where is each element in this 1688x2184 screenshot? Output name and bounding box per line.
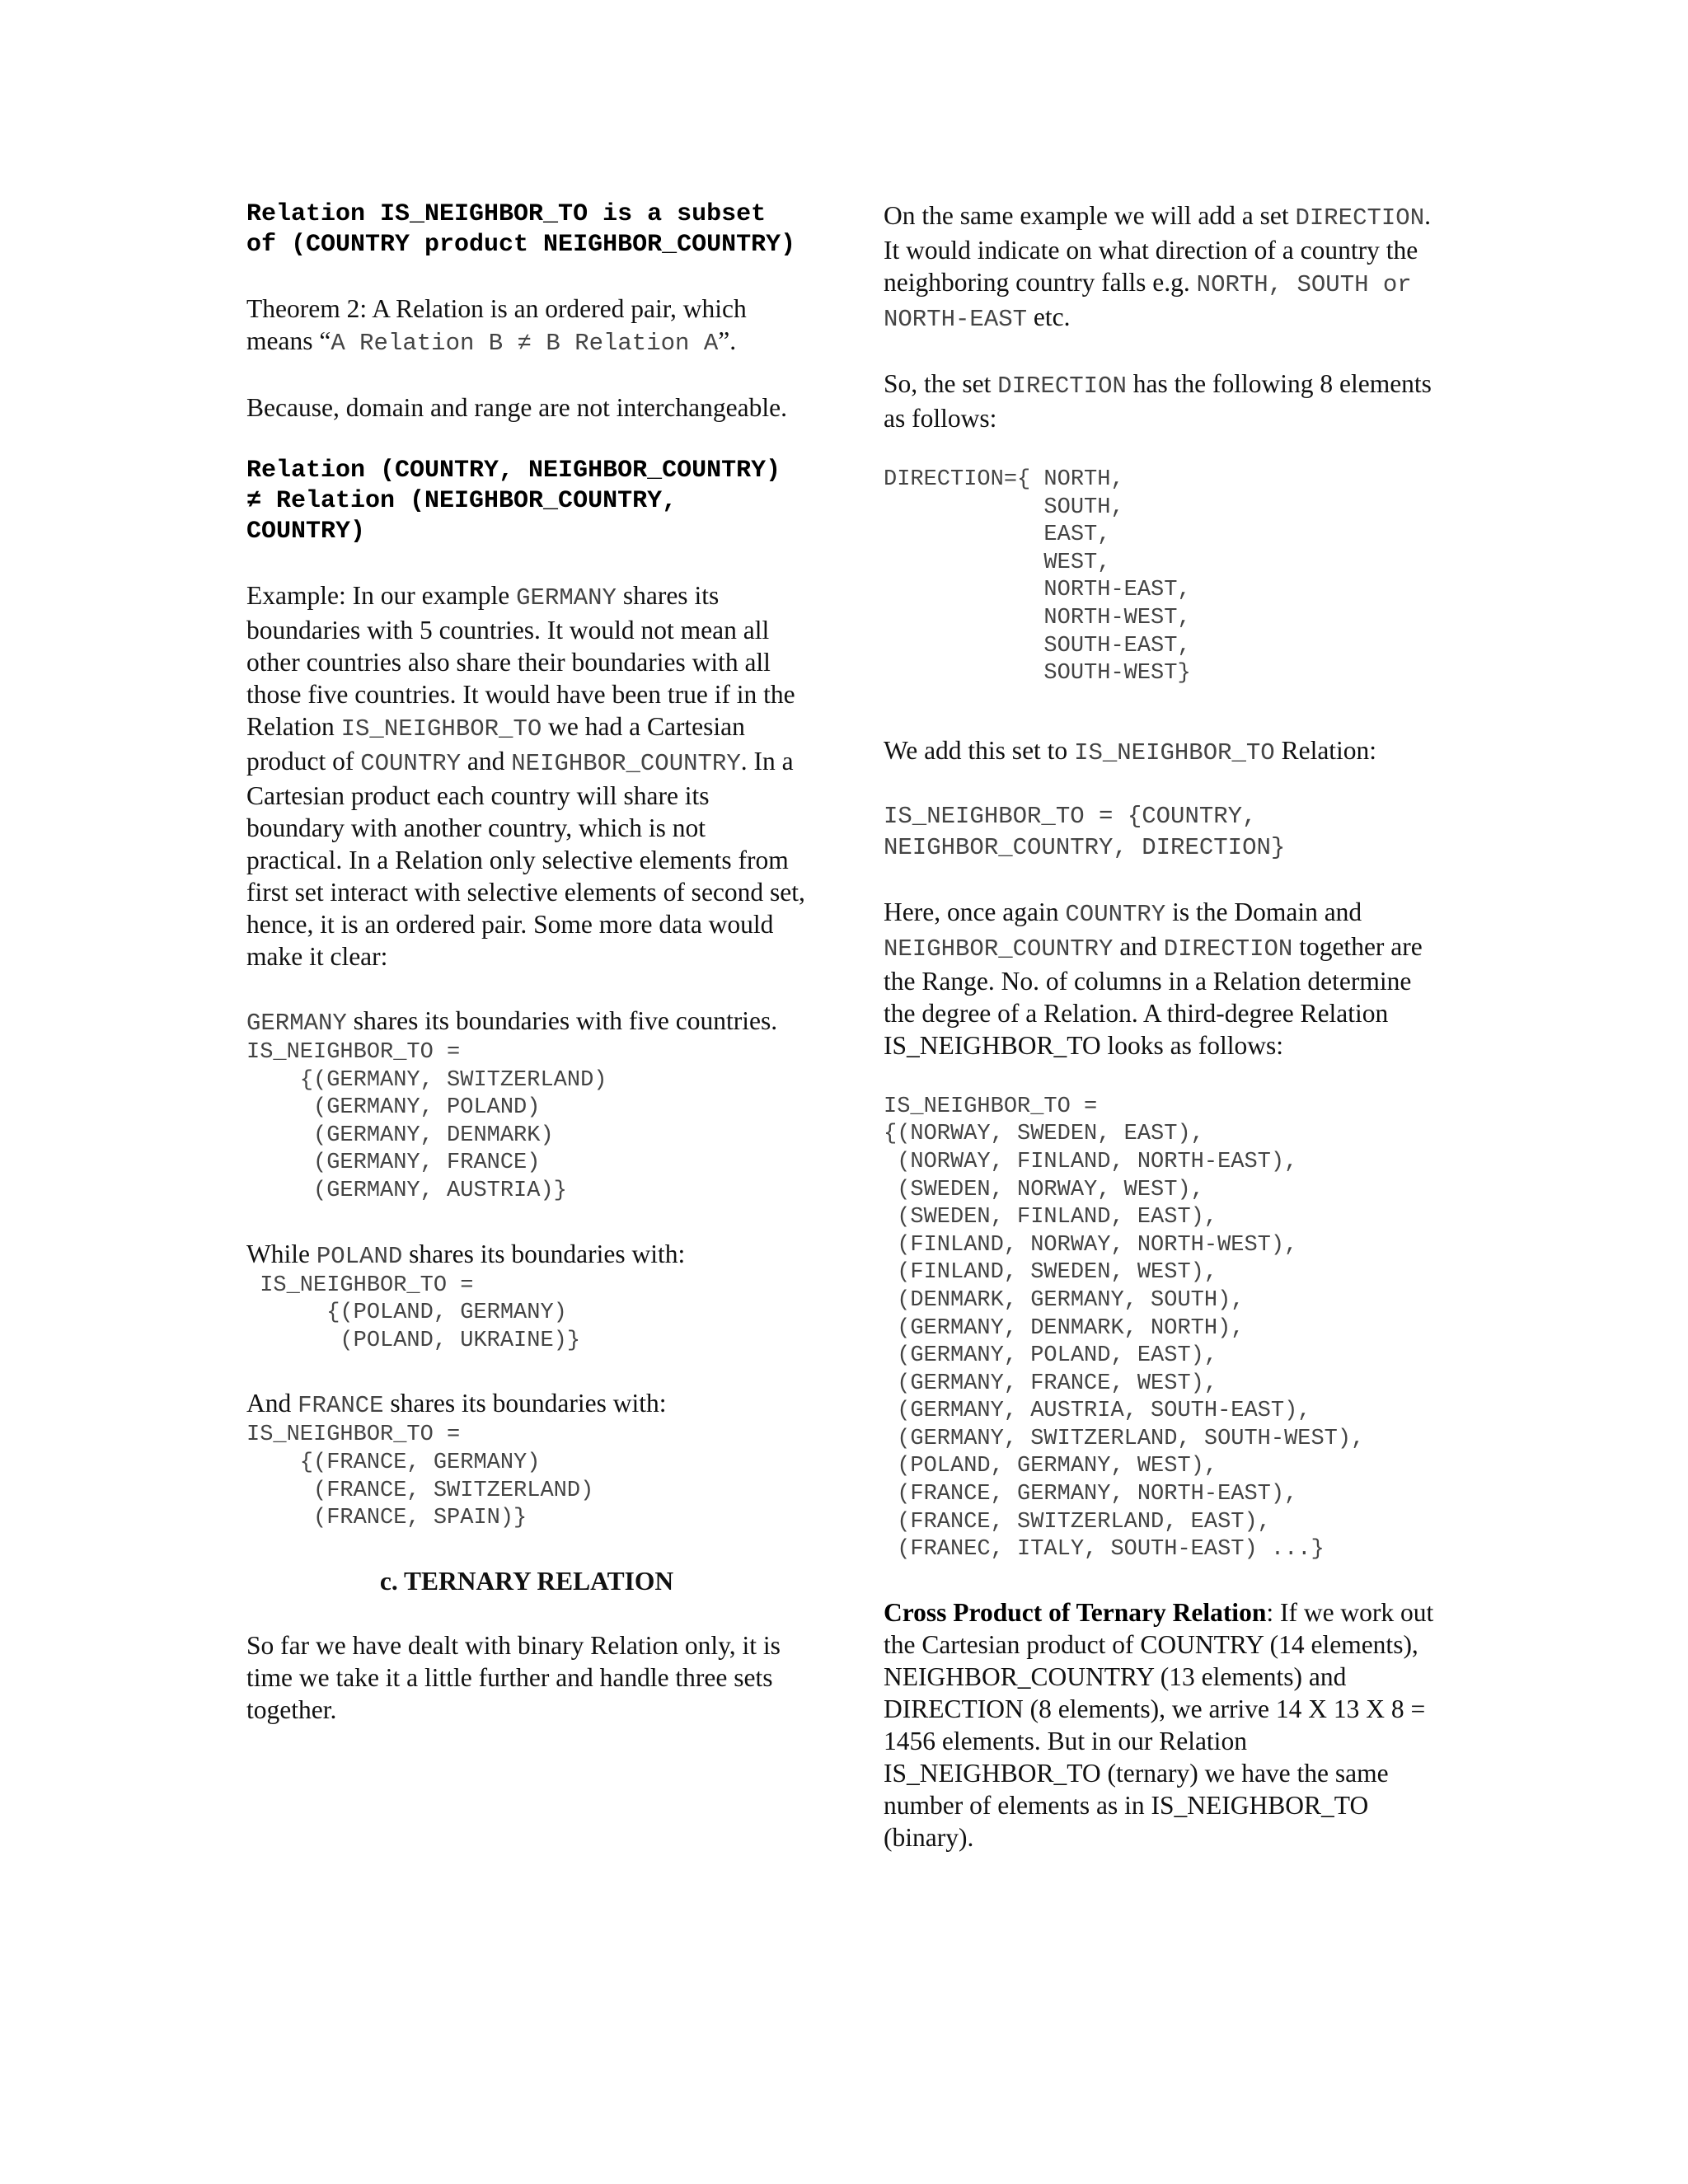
intro-code-examples: NORTH, SOUTH or NORTH-EAST [884, 271, 1412, 333]
france-paragraph [246, 1387, 807, 1422]
here-code-neighbor: NEIGHBOR_COUNTRY [884, 935, 1114, 963]
germany-code: GERMANY [246, 1010, 347, 1037]
add-set-text-1: We add this set to [884, 735, 1075, 765]
germany-paragraph [246, 1005, 807, 1039]
here-text-2: is the Domain and [1165, 897, 1362, 926]
because-paragraph: Because, domain and range are not interchangeable. [246, 393, 787, 422]
theorem-tail: ”. [718, 326, 737, 355]
theorem-lead: Theorem 2: A Relation is an ordered pair, which means “ [246, 294, 747, 355]
intro-text-2: . It would indicate on what direction of a country the neighboring country falls e.g. [884, 201, 1431, 297]
germany-text: shares its boundaries with five countries. [346, 1006, 778, 1035]
heading-not-equal: Relation (COUNTRY, NEIGHBOR_COUNTRY) ≠ Relation (NEIGHBOR_COUNTRY, COUNTRY) [246, 457, 781, 546]
example-text-5: . In a Cartesian product each country will share its boundary with another country, which is not practical. In a Relation only selective elements from first set interact with selective elements of second set, hence, it is an ordered pair. Some more data would make it clear: [246, 747, 805, 971]
here-code-direction: DIRECTION [1163, 935, 1293, 963]
poland-code: POLAND [316, 1242, 403, 1270]
example-text-3: we had a Cartesian product of [246, 712, 745, 776]
france-code-block: IS_NEIGHBOR_TO = {(FRANCE, GERMANY) (FRANCE, SWITZERLAND) (FRANCE, SPAIN)} [246, 1422, 594, 1531]
theorem-code: A Relation B ≠ B Relation A [331, 330, 719, 357]
germany-code-block: IS_NEIGHBOR_TO = {(GERMANY, SWITZERLAND) (GERMANY, POLAND) (GERMANY, DENMARK) (GERMANY, FRANCE) (GERMANY, AUSTRIA)} [246, 1040, 607, 1203]
poland-code-block: IS_NEIGHBOR_TO = {(POLAND, GERMANY) (POLAND, UKRAINE)} [260, 1272, 581, 1353]
here-text-1: Here, once again [884, 897, 1066, 926]
intro-text-3: etc. [1027, 302, 1071, 331]
example-code-germany: GERMANY [516, 584, 617, 612]
here-code-country: COUNTRY [1065, 900, 1166, 928]
example-text-2: shares its boundaries with 5 countries. It would not mean all other countries also share their boundaries with all those five countries. It would have been true if in the Relation [246, 581, 795, 741]
add-set-paragraph [884, 734, 1444, 769]
example-text-4: and [461, 747, 512, 776]
france-code: FRANCE [298, 1392, 384, 1420]
here-text-3: and [1113, 931, 1164, 961]
poland-text: shares its boundaries with: [402, 1239, 686, 1268]
france-text: shares its boundaries with: [383, 1389, 667, 1418]
here-paragraph [884, 896, 1444, 1062]
example-code-relation: IS_NEIGHBOR_TO [340, 715, 542, 743]
set-intro-text-2: has the following 8 elements as follows: [884, 369, 1432, 433]
poland-paragraph [246, 1238, 807, 1272]
section-title: c. TERNARY RELATION [379, 1566, 674, 1596]
poland-lead: While [246, 1239, 316, 1268]
example-paragraph [246, 579, 807, 972]
so-far-paragraph: So far we have dealt with binary Relation only, it is time we take it a little further and handle three sets together. [246, 1630, 781, 1724]
left-column [246, 199, 807, 1726]
set-intro-text-1: So, the set [884, 369, 998, 398]
cross-product-text: : If we work out the Cartesian product of COUNTRY (14 elements), NEIGHBOR_COUNTRY (13 elements) and DIRECTION (8 elements), we arrive 14 X 13 X 8 = 1456 elements. But in our Relation IS_NEIGHBOR_TO (ternary) we have the same number of elements as in IS_NEIGHBOR_TO (binary). [884, 1597, 1434, 1852]
right-column [884, 199, 1444, 1854]
relation-code-block: IS_NEIGHBOR_TO = {COUNTRY, NEIGHBOR_COUNTRY, DIRECTION} [884, 802, 1286, 861]
set-intro-code: DIRECTION [997, 373, 1127, 400]
intro-code-direction: DIRECTION [1295, 204, 1425, 232]
intro-paragraph [884, 199, 1444, 335]
example-code-country: COUNTRY [360, 750, 462, 777]
cross-product-paragraph [884, 1596, 1444, 1854]
set-intro-paragraph [884, 368, 1444, 434]
here-text-4: together are the Range. No. of columns in a Relation determine the degree of a Relation. A third-degree Relation IS_NEIGHBOR_TO looks as follows: [884, 931, 1423, 1060]
theorem-paragraph [246, 293, 807, 359]
intro-text-1: On the same example we will add a set [884, 201, 1296, 230]
add-set-code: IS_NEIGHBOR_TO [1074, 738, 1275, 766]
direction-code-block: DIRECTION={ NORTH, SOUTH, EAST, WEST, NORTH-EAST, NORTH-WEST, SOUTH-EAST, SOUTH-WEST} [884, 467, 1191, 687]
add-set-text-2: Relation: [1274, 735, 1377, 765]
france-lead: And [246, 1389, 298, 1418]
example-code-neighbor: NEIGHBOR_COUNTRY [511, 750, 741, 777]
heading-subset: Relation IS_NEIGHBOR_TO is a subset of (COUNTRY product NEIGHBOR_COUNTRY) [246, 200, 796, 259]
ternary-code-block: IS_NEIGHBOR_TO = {(NORWAY, SWEDEN, EAST), (NORWAY, FINLAND, NORTH-EAST), (SWEDEN, NORWAY, WEST), (SWEDEN, FINLAND, EAST), (FINLAND, NORWAY, NORTH-WEST), (FINLAND, SWEDEN, WEST), (DENMARK, GERMANY, SOUTH), (GERMANY, DENMARK, NORTH), (GERMANY, POLAND, EAST), (GERMANY, FRANCE, WEST), (GERMANY, AUSTRIA, SOUTH-EAST), (GERMANY, SWITZERLAND, SOUTH-WEST), (POLAND, GERMANY, WEST), (FRANCE, GERMANY, NORTH-EAST), (FRANCE, SWITZERLAND, EAST), (FRANEC, ITALY, SOUTH-EAST) ...} [884, 1094, 1365, 1563]
example-text-1: Example: In our example [246, 581, 517, 610]
cross-product-bold: Cross Product of Ternary Relation [884, 1597, 1267, 1627]
